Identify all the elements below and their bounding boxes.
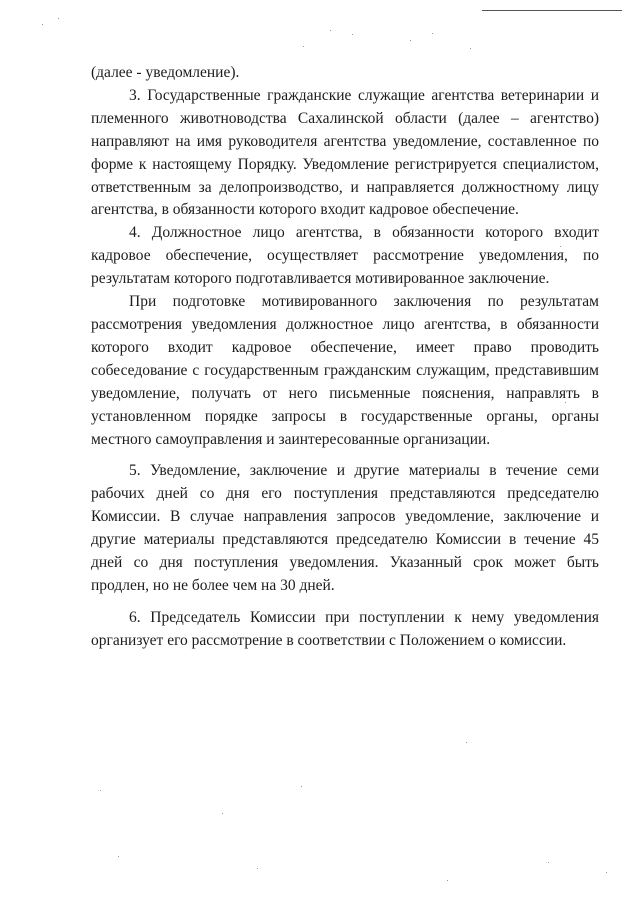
document-body xyxy=(91,62,599,653)
scan-speck xyxy=(447,880,448,881)
scan-speck xyxy=(466,742,467,743)
scan-speck xyxy=(118,856,119,857)
paragraph-5: 5. Уведомление, заключение и другие материалы в течение семи рабочих дней со дня его поступления представляются председателю Комиссии. В случае направления запросов уведомление, заключение и другие материалы представляются председателю Комиссии в течение 45 дней со дня поступления уведомления. Указанный срок может быть продлен, но не более чем на 30 дней. xyxy=(91,462,599,594)
paragraph-6: 6. Председатель Комиссии при поступлении к нему уведомления организует его рассмотрение в соответствии с Положением о комиссии. xyxy=(91,608,599,649)
scan-speck xyxy=(58,18,59,19)
paragraph-4: 4. Должностное лицо агентства, в обязанности которого входит кадровое обеспечение, осуществляет рассмотрение уведомления, по результатам которого подготавливается мотивированное заключение. xyxy=(91,224,599,288)
top-rule xyxy=(482,10,622,11)
scan-speck xyxy=(432,33,433,34)
scan-speck xyxy=(410,40,411,41)
scan-speck xyxy=(100,790,101,791)
scan-speck xyxy=(42,24,43,25)
scan-speck xyxy=(548,862,549,863)
scan-speck xyxy=(470,48,471,49)
scan-speck xyxy=(330,30,331,31)
scan-speck xyxy=(303,46,304,47)
paragraph-3: 3. Государственные гражданские служащие агентства ветеринарии и племенного животноводства Сахалинской области (далее – агентство) направляют на имя руководителя агентства уведомление, составленное по форме к настоящему Порядку. Уведомление регистрируется специалистом, ответственным за делопроизводство, и направляется должностному лицу агентства, в обязанности которого входит кадровое обеспечение. xyxy=(91,86,599,219)
paragraph-4-continued: При подготовке мотивированного заключения по результатам рассмотрения уведомления должностное лицо агентства, в обязанности которого входит кадровое обеспечение, имеет право проводить собеседование с государственным гражданским служащим, представившим уведомление, получать от него письменные пояснения, направлять в установленном порядке запросы в государственные органы, органы местного самоуправления и заинтересованные организации. xyxy=(91,293,599,448)
scan-speck xyxy=(352,34,353,35)
paragraph-intro: (далее - уведомление). xyxy=(91,64,240,81)
scan-speck xyxy=(301,786,302,787)
scan-speck xyxy=(606,872,607,873)
scan-speck xyxy=(222,813,223,814)
scan-speck xyxy=(257,868,258,869)
